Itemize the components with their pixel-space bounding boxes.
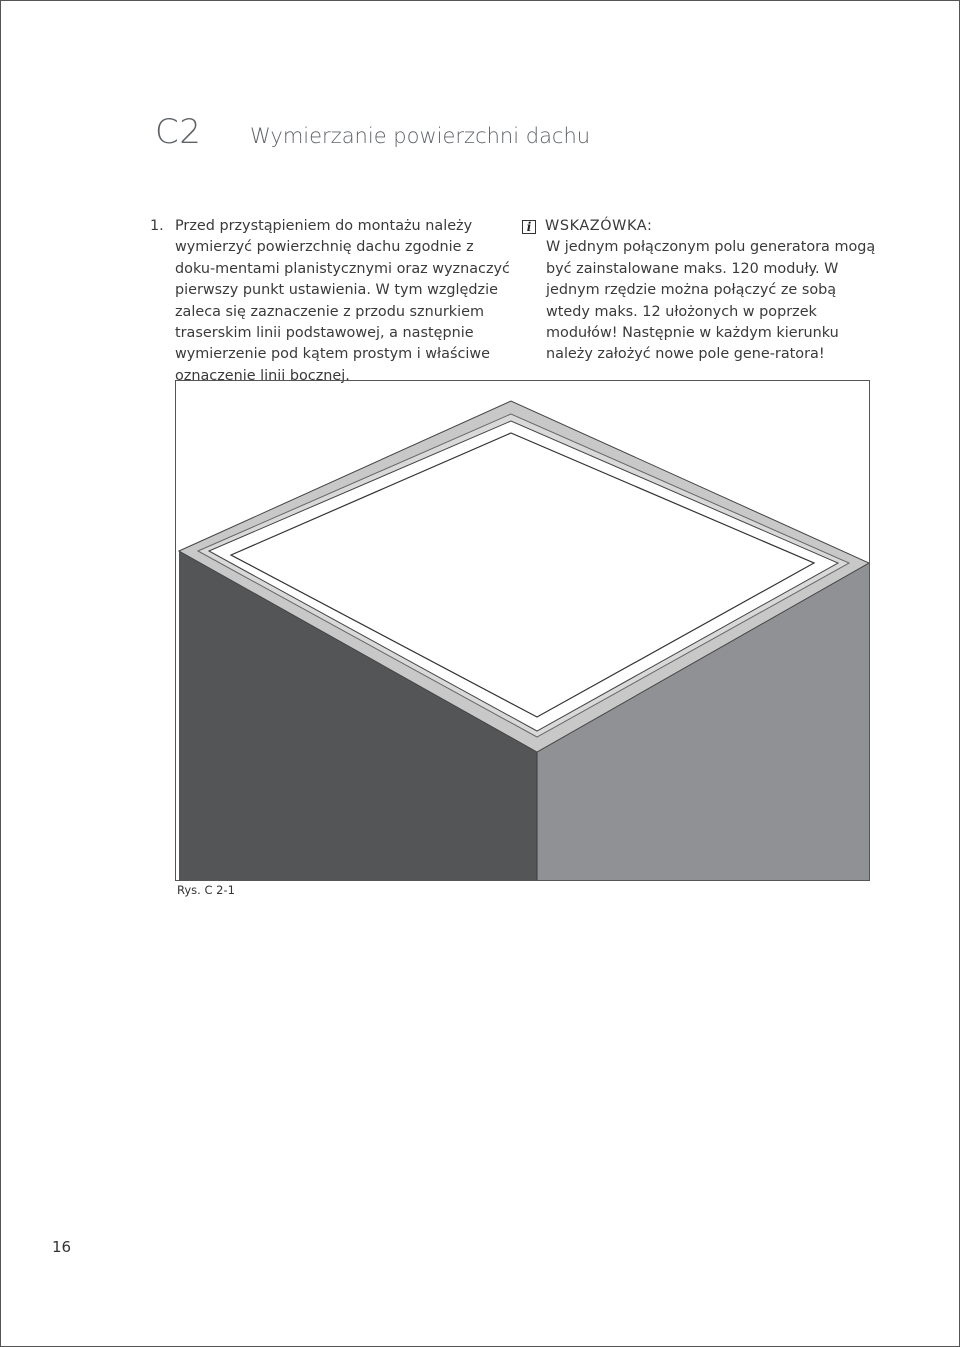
note-label: WSKAZÓWKA: xyxy=(545,218,653,234)
note-box xyxy=(522,216,882,366)
info-icon: i xyxy=(522,220,536,234)
section-code: C2 xyxy=(155,112,202,152)
page-number: 16 xyxy=(52,1238,72,1256)
section-title: Wymierzanie powierzchni dachu xyxy=(250,124,591,148)
roof-figure xyxy=(175,380,870,881)
step-item xyxy=(150,216,515,387)
step-number: 1. xyxy=(150,218,164,234)
note-text: W jednym połączonym polu generatora mogą być zainstalowane maks. 120 moduły. W jednym rzędzie można połączyć ze sobą wtedy maks. 12 ułożonych w poprzek modułów! Następnie w każdym kierunku należy założyć nowe pole gene-ratora! xyxy=(546,239,876,363)
figure-caption: Rys. C 2-1 xyxy=(177,883,235,897)
step-text: Przed przystąpieniem do montażu należy wymierzyć powierzchnię dachu zgodnie z doku-mentami planistycznymi oraz wyznaczyć pierwszy punkt ustawienia. W tym względzie zaleca się zaznaczenie z przodu sznurkiem traserskim linii podstawowej, a następnie wymierzenie pod kątem prostym i właściwe oznaczenie linii bocznej. xyxy=(175,218,510,384)
roof-illustration xyxy=(176,381,869,880)
note-header xyxy=(522,216,882,237)
